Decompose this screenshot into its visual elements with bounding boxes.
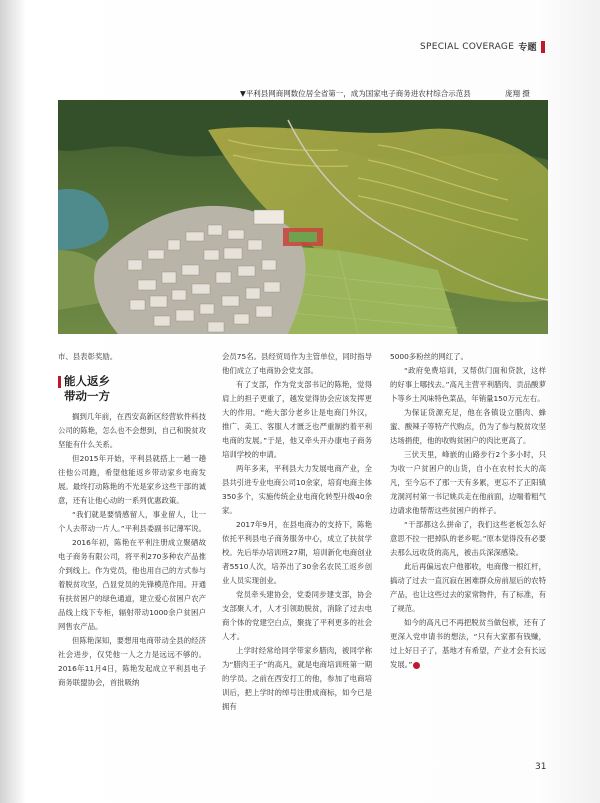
section-title xyxy=(58,374,206,404)
paragraph: 搁到几年前，在西安高新区经营软件科技公司的陈艳，怎么也不会想到，自己和脱贫攻坚能有什么关系。 xyxy=(58,412,206,449)
paragraph: 市、县表彰奖励。 xyxy=(58,352,118,361)
paragraph: “政府免费培训，又帮供门面和贷款，这样的好事上哪找去。”高凡主营平利腊肉、贡品酸萝卜等乡土风味特色菜品，年销量150万元左右。 xyxy=(390,366,546,403)
paragraph: 会员75名。县经贸局作为主管单位，同时指导他们成立了电商协会党支部。 xyxy=(222,352,372,375)
paragraph: 三伏天里，峰嵌的山路步行2个多小时，只为收一户贫困户的山货，自小在农村长大的高凡，至今忘不了那一天有多累，更忘不了正阳镇龙洞河村第一书记姚兵走在他前面，边喘着粗气边请求他帮帮这些贫困户的样子。 xyxy=(390,450,546,515)
header-accent-bar xyxy=(541,41,545,53)
paragraph: 但2015年开始，平利县就搭上一趟一趟往他公司跑，希望他能返乡带动家乡电商发展。最终打动陈艳的不光是家乡这些干部的诚意，还有让他心动的一系列优惠政策。 xyxy=(58,454,206,505)
paragraph: 上学时经常给同学带家乡腊肉，被同学称为“腊肉王子”的高凡，就是电商培训班第一期的学员。之前在西安打工的他，参加了电商培训后，把上学时的绰号注册成商标，如今已是拥有 xyxy=(222,646,372,711)
page-fold-shadow xyxy=(0,0,26,803)
paragraph: 党员牵头建协会，党委同步建支部，协会支部聚人才，人才引领助脱贫，消除了过去电商个体的党建空白点，聚拢了平利更多的社会人才。 xyxy=(222,590,372,641)
article-column-3 xyxy=(390,350,546,672)
paragraph: 两年多来，平利县大力发展电商产业，全县共引进专业电商公司10余家，培育电商主体350多个，实施传统企业电商化转型升级40余家。 xyxy=(222,464,372,515)
paragraph: 此后再偏远农户他都收，电商像一根红杆，搞动了过去一直沉寂在困难群众房前屋后的农特产品，也让这些过去的家常物件，有了标准，有了规范。 xyxy=(390,562,546,613)
section-title-mark xyxy=(58,376,61,388)
photo-credit: 庞翔 摄 xyxy=(505,89,530,98)
section-header xyxy=(420,40,545,53)
paragraph: 有了支部，作为党支部书记的陈艳，觉得肩上的担子更重了，越发觉得协会应该发挥更大的作用。“绝大部分老乡让是电商门外汉，推广、美工、客服人才匮乏也严重制约着平利电商的发展。”于是，他又牵头开办康电子商务培训学校的申请。 xyxy=(222,380,372,459)
paragraph: “我们就是要情感留人，事业留人，让一个人去带动一片人。”平利县委副书记薄军说。 xyxy=(58,510,206,533)
paragraph-last-text: 如今的高凡已不再把脱贫当做包袱，还有了更深入党申请书的想法，“只有大家都有钱赚，过上好日子了，基地才有希望，产业才会有长远发展。” xyxy=(390,618,546,669)
section-title-line-2: 带动一方 xyxy=(64,389,110,403)
section-title-line-1: 能人返乡 xyxy=(64,374,110,388)
paragraph: “干部都这么拼命了，我们这些老板怎么好意思不拉一把掉队的老乡呢。”原本觉得没有必要去那么远收货的高凡，被击兵深深感染。 xyxy=(390,520,546,557)
article-column-2 xyxy=(222,350,372,714)
page-number: 31 xyxy=(535,762,547,772)
paragraph-last xyxy=(390,616,546,672)
village-aerial-photo xyxy=(58,100,548,334)
paragraph: 但陈艳深知，要想用电商带动全县的经济社会进步，仅凭他一人之力是远远不够的。2016年11月4日，陈艳发起成立平利县电子商务联盟协会，首批吸纳 xyxy=(58,636,206,687)
paragraph: 5000多粉丝的网红了。 xyxy=(390,352,468,361)
header-tag: 专题 xyxy=(518,43,537,53)
article-column-1 xyxy=(58,350,206,690)
photo-illustration xyxy=(58,100,548,334)
paragraph: 2017年9月，在县电商办的支持下，陈艳依托平利县电子商务服务中心，成立了扶贫学校。先后举办培训班27期，培训新化电商创业者5510人次，培养出了30余名农民工返乡创业人员实现创业。 xyxy=(222,520,372,585)
photo-caption: ▼平利县网商网数位居全省第一，成为国家电子商务进农村综合示范县 xyxy=(240,89,471,98)
header-label: SPECIAL COVERAGE xyxy=(420,41,515,52)
article-end-icon xyxy=(413,662,420,669)
paragraph: 2016年初，陈艳在平利注册成立聚硒故电子商务有限公司，将平利270多种农产品推介到线上。作为党员，他也用自己的方式参与着脱贫攻坚，凸显党员的先锋模范作用。开通有扶贫困户的绿色通道，建立爱心贫困户农产品线上线下专柜，辐射带动1000余户贫困户网售农产品。 xyxy=(58,538,206,631)
paragraph: 为保证货源充足，他在各镇设立腊肉、蜂蜜、酸辣子等特产代购点，仍为了参与脱贫攻坚达场捐使，他的收购贫困户的肉比更高了。 xyxy=(390,408,546,445)
